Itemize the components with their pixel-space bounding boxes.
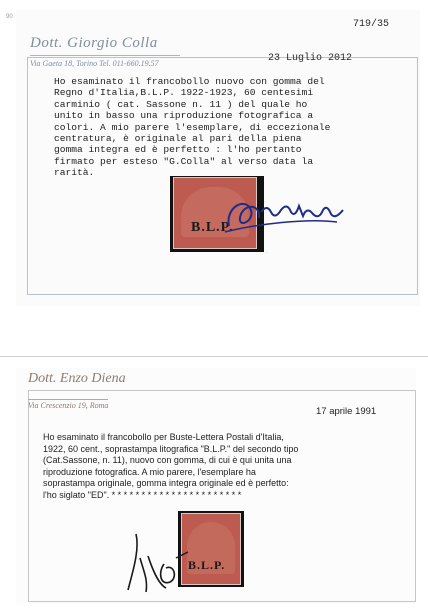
- body-line: centratura, è originale al pari della piena: [54, 133, 302, 145]
- body-line: l'ho siglato "ED". * * * * * * * * * * * * * * * * * * * * * *: [43, 489, 242, 500]
- body-line: Regno d'Italia,B.L.P. 1922-1923, 60 centesimi: [54, 87, 314, 99]
- pencil-mark: ·: [266, 250, 268, 256]
- body-line: colori. A mio parere l'esemplare, di eccezionale: [54, 121, 331, 133]
- stamp-overprint: B.L.P.: [191, 220, 234, 235]
- body-line: soprastampa originale, gomma integra originale ed è perfetto:: [43, 478, 289, 489]
- certificate-body: [43, 432, 405, 502]
- certificate-date: 23 Luglio 2012: [268, 53, 353, 64]
- body-line: (Cat.Sassone, n. 11), nuovo con gomma, di cui è qui unita una: [43, 455, 292, 466]
- body-line: carminio ( cat. Sassone n. 11 ) del quale ho: [54, 98, 308, 110]
- expert-name: Dott. Enzo Diena: [28, 371, 126, 386]
- expert-name: Dott. Giorgio Colla: [30, 35, 158, 51]
- certificate-date: 17 aprile 1991: [316, 406, 377, 417]
- certificate-body: [54, 76, 406, 179]
- body-line: unito in basso una riproduzione fotografica a: [54, 110, 314, 122]
- body-line: 1922, 60 cent., soprastampa litografica "B.L.P." del secondo tipo: [43, 443, 299, 454]
- body-line: rarità.: [54, 167, 95, 179]
- expert-address: Via Crescenzio 19, Roma: [28, 401, 109, 410]
- body-line: gomma integra ed è perfetto : l'ho pertanto: [54, 144, 302, 156]
- signature-colla: [217, 188, 367, 238]
- stamp-overprint: B.L.P.: [188, 558, 226, 572]
- certificate-colla: [16, 10, 420, 306]
- expert-address: Via Gaeta 18, Torino Tel. 011-660.19.57: [30, 59, 159, 68]
- body-line: Ho esaminato il francobollo nuovo con gomma del: [54, 76, 325, 87]
- signature-diena: [118, 528, 198, 598]
- separator-line: [0, 356, 428, 357]
- pencil-corner-note: 90: [6, 14, 13, 20]
- body-line: Ho esaminato il francobollo per Buste-Lettera Postali d'Italia,: [43, 432, 284, 442]
- body-line: riproduzione fotografica. A mio parere, l'esemplare ha: [43, 466, 256, 477]
- certificate-reference: 719/35: [353, 19, 390, 30]
- body-line: firmato per esteso "G.Colla" al verso data la: [54, 155, 314, 167]
- header-rule: [30, 55, 180, 56]
